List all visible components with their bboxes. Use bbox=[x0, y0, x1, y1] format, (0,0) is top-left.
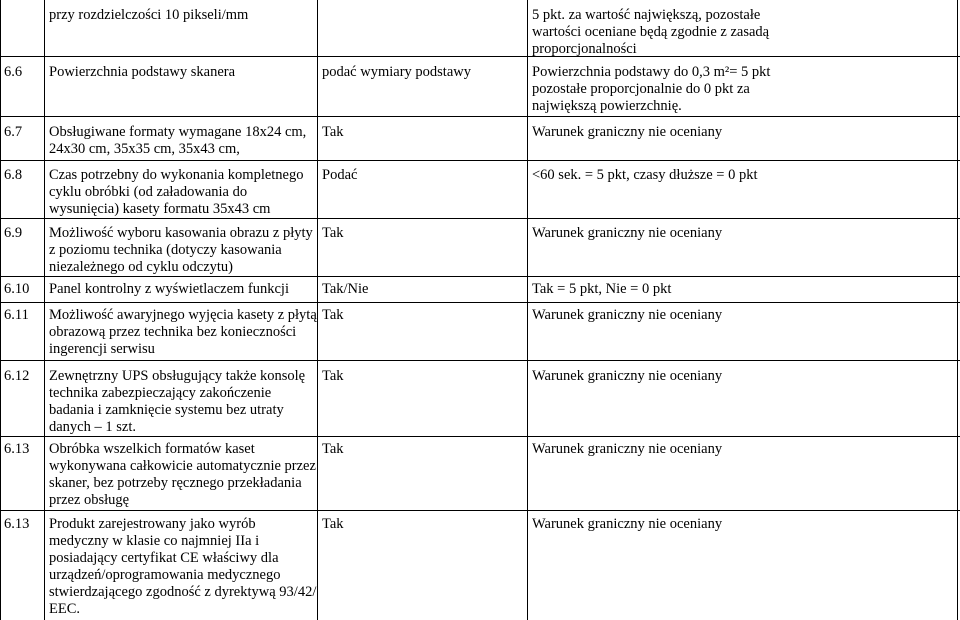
requirement-description-line: Obsługiwane formaty wymagane 18x24 cm, bbox=[49, 124, 307, 140]
requirement-description-line: obrazową przez technika bez konieczności bbox=[49, 324, 297, 340]
required-value-line: Tak bbox=[322, 368, 344, 384]
required-value-line: Podać bbox=[322, 167, 358, 183]
requirement-description-line: Czas potrzebny do wykonania kompletnego bbox=[49, 167, 304, 183]
evaluation-criteria-line: Warunek graniczny nie oceniany bbox=[532, 368, 723, 384]
evaluation-criteria-line: Warunek graniczny nie oceniany bbox=[532, 516, 723, 532]
table-row-border bbox=[0, 436, 960, 437]
requirement-description-line: przez obsługę bbox=[49, 492, 130, 508]
evaluation-criteria-line: największą powierzchnię. bbox=[532, 98, 682, 114]
evaluation-criteria-line: Powierzchnia podstawy do 0,3 m²= 5 pkt bbox=[532, 64, 771, 80]
required-value-line: podać wymiary podstawy bbox=[322, 64, 471, 80]
requirement-description-line: wysunięcia) kasety formatu 35x43 cm bbox=[49, 201, 271, 217]
table-row-border bbox=[0, 160, 960, 161]
row-number: 6.8 bbox=[4, 167, 23, 183]
requirement-description-line: danych – 1 szt. bbox=[49, 419, 136, 435]
row-number: 6.10 bbox=[4, 281, 30, 297]
evaluation-criteria-line: 5 pkt. za wartość największą, pozostałe bbox=[532, 7, 761, 23]
requirement-description-line: urządzeń/oprogramowania medycznego bbox=[49, 567, 281, 583]
requirement-description-line: posiadający certyfikat CE właściwy dla bbox=[49, 550, 279, 566]
table-row-border bbox=[0, 360, 960, 361]
required-value-line: Tak bbox=[322, 124, 344, 140]
table-row-border bbox=[0, 116, 960, 117]
requirement-description-line: ingerencji serwisu bbox=[49, 341, 155, 357]
required-value-line: Tak bbox=[322, 225, 344, 241]
row-number: 6.11 bbox=[4, 307, 29, 323]
row-number: 6.9 bbox=[4, 225, 23, 241]
evaluation-criteria-line: Warunek graniczny nie oceniany bbox=[532, 441, 723, 457]
table-row-border bbox=[0, 56, 960, 57]
row-number: 6.6 bbox=[4, 64, 23, 80]
requirement-description-line: przy rozdzielczości 10 pikseli/mm bbox=[49, 7, 249, 23]
requirement-description-line: Obróbka wszelkich formatów kaset bbox=[49, 441, 255, 457]
requirement-description-line: Możliwość awaryjnego wyjęcia kasety z płytą bbox=[49, 307, 317, 323]
table-row-border bbox=[0, 276, 960, 277]
evaluation-criteria-line: <60 sek. = 5 pkt, czasy dłuższe = 0 pkt bbox=[532, 167, 758, 183]
table-row-border bbox=[0, 302, 960, 303]
requirement-description-line: Panel kontrolny z wyświetlaczem funkcji bbox=[49, 281, 289, 297]
row-number: 6.7 bbox=[4, 124, 23, 140]
requirement-description-line: cyklu obróbki (od załadowania do bbox=[49, 184, 248, 200]
requirement-description-line: EEC. bbox=[49, 601, 81, 617]
requirement-description-line: medyczny w klasie co najmniej IIa i bbox=[49, 533, 260, 549]
evaluation-criteria-line: wartości oceniane będą zgodnie z zasadą bbox=[532, 24, 770, 40]
required-value-line: Tak bbox=[322, 441, 344, 457]
requirement-description-line: Zewnętrzny UPS obsługujący także konsolę bbox=[49, 368, 306, 384]
requirement-description-line: Produkt zarejestrowany jako wyrób bbox=[49, 516, 256, 532]
required-value-line: Tak/Nie bbox=[322, 281, 369, 297]
required-value-line: Tak bbox=[322, 516, 344, 532]
table-column-border bbox=[317, 0, 318, 620]
requirement-description-line: skaner, bez potrzeby ręcznego przekładania bbox=[49, 475, 302, 491]
requirement-description-line: Możliwość wyboru kasowania obrazu z płyty bbox=[49, 225, 313, 241]
requirement-description-line: badania i zamknięcie systemu bez utraty bbox=[49, 402, 284, 418]
table-row-border bbox=[0, 510, 960, 511]
evaluation-criteria-line: Warunek graniczny nie oceniany bbox=[532, 307, 723, 323]
evaluation-criteria-line: Tak = 5 pkt, Nie = 0 pkt bbox=[532, 281, 672, 297]
requirement-description-line: stwierdzającego zgodność z dyrektywą 93/42/ bbox=[49, 584, 317, 600]
table-column-border bbox=[527, 0, 528, 620]
evaluation-criteria-line: Warunek graniczny nie oceniany bbox=[532, 124, 723, 140]
table-column-border bbox=[44, 0, 45, 620]
evaluation-criteria-line: pozostałe proporcjonalnie do 0 pkt za bbox=[532, 81, 750, 97]
evaluation-criteria-line: Warunek graniczny nie oceniany bbox=[532, 225, 723, 241]
requirement-description-line: niezależnego od cyklu odczytu) bbox=[49, 259, 233, 275]
table-row-border bbox=[0, 218, 960, 219]
table-column-border bbox=[957, 0, 958, 620]
requirement-description-line: technika zabezpieczający zakończenie bbox=[49, 385, 272, 401]
requirement-description-line: Powierzchnia podstawy skanera bbox=[49, 64, 236, 80]
row-number: 6.13 bbox=[4, 516, 30, 532]
table-column-border bbox=[0, 0, 1, 620]
requirement-description-line: z poziomu technika (dotyczy kasowania bbox=[49, 242, 282, 258]
evaluation-criteria-line: proporcjonalności bbox=[532, 41, 637, 57]
row-number: 6.12 bbox=[4, 368, 30, 384]
row-number: 6.13 bbox=[4, 441, 30, 457]
requirement-description-line: 24x30 cm, 35x35 cm, 35x43 cm, bbox=[49, 141, 240, 157]
requirement-description-line: wykonywana całkowicie automatycznie przez bbox=[49, 458, 316, 474]
required-value-line: Tak bbox=[322, 307, 344, 323]
